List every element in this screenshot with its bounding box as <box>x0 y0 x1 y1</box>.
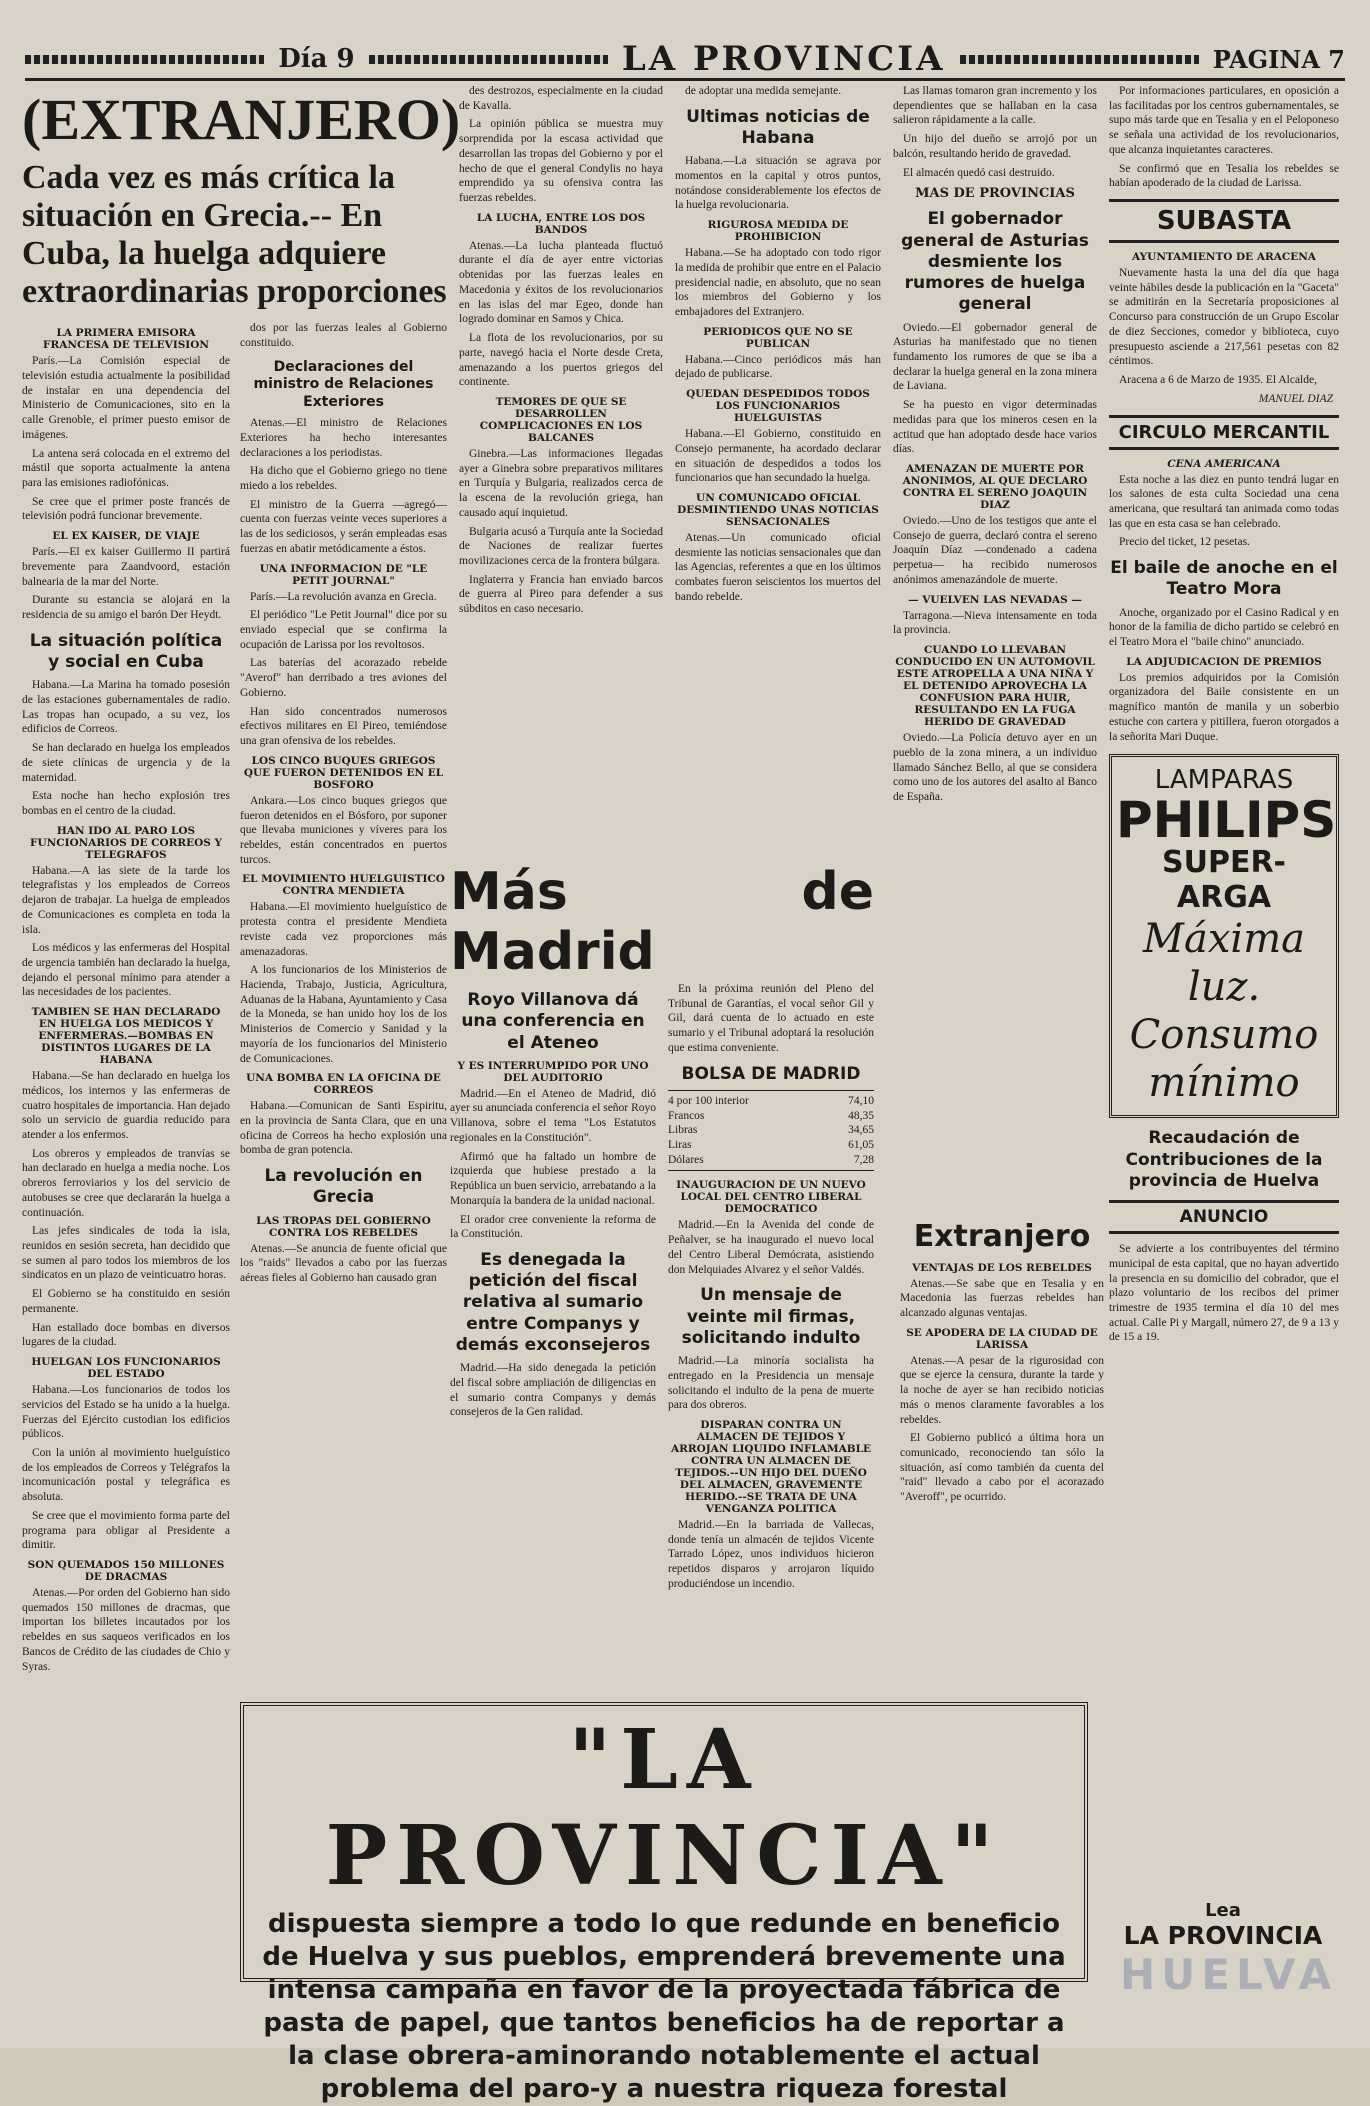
bolsa-label: Dólares <box>668 1153 704 1166</box>
paragraph: Esta noche a las diez en punto tendrá lugar en los salones de esta culta Sociedad una cena americana, que resultará tan animada como todas las que en esta casa se han celebrado. <box>1109 473 1339 530</box>
paragraph: des destrozos, especialmente en la ciudad de Kavalla. <box>459 85 663 112</box>
paragraph: Durante su estancia se alojará en la residencia de su amigo el barón Der Heydt. <box>22 594 230 621</box>
lea-la-provincia-ad <box>1100 1900 1346 1950</box>
paragraph: Habana.—La situación se agrava por momentos en la capital y otros puntos, notándose considerablemente los efectos de la huelga revolucionaria. <box>675 155 881 212</box>
paragraph: París.—El ex kaiser Guillermo II partirá brevemente para Zaandvoord, estación balnearia de la mar del Norte. <box>22 546 230 588</box>
bolsa-label: 4 por 100 interior <box>668 1094 749 1107</box>
paragraph: Madrid.—En la Avenida del conde de Peñalver, se ha inaugurado el nuevo local del Centro Liberal Demócrata, asistiendo don Melquiades Alvarez y el señor Valdés. <box>668 1219 874 1276</box>
subhead: RIGUROSA MEDIDA DE PROHIBICION <box>707 219 849 244</box>
headline: Es denegada la petición del fiscal relativa al sumario entre Companys y demás exconsejeros <box>455 1249 651 1355</box>
paragraph: de adoptar una medida semejante. <box>685 85 842 97</box>
paragraph: Se han declarado en huelga los empleados de siete clínicas de urgencia y de la maternidad. <box>22 742 230 784</box>
paragraph: Oviedo.—El gobernador general de Asturias ha manifestado que no tienen fundamento los rumores de que se iba a declarar la huelga general en la zona minera de Laviana. <box>893 321 1097 393</box>
ad-line: SUPER-ARGA <box>1162 845 1286 916</box>
paragraph: Atenas.—A pesar de la rigurosidad con que se ejerce la censura, durante la tarde y la noche de ayer se han recibido noticias más o menos claramente favorables a los rebeldes. <box>900 1354 1104 1426</box>
subhead: HUELGAN LOS FUNCIONARIOS DEL ESTADO <box>31 1356 221 1381</box>
corner-ad-title: LA PROVINCIA <box>1123 1921 1323 1950</box>
paragraph: Se ha puesto en vigor determinadas medidas para que los mineros cesen en la actitud que han adoptado desde hace varios días. <box>893 399 1097 456</box>
paragraph: La flota de los revolucionarios, por su parte, navegó hacia el Norte desde Creta, amenazando a los puertos griegos del continente. <box>459 332 663 389</box>
subhead: LA LUCHA, ENTRE LOS DOS BANDOS <box>476 211 646 236</box>
banner-title: "LA PROVINCIA" <box>325 1712 1003 1904</box>
paragraph: Madrid.—Ha sido denegada la petición del fiscal sobre ampliación de diligencias en el sumario contra Companys y demás consejeros de la Gen ralidad. <box>450 1362 656 1419</box>
paragraph: París.—La Comisión especial de televisión estudia actualmente la posibilidad de instalar en una dependencia del Ministerio de Comunicaciones, sito en la calle Grenoble, el primer puesto emisor de imágenes. <box>22 355 230 441</box>
la-provincia-banner <box>240 1702 1088 2105</box>
subhead: QUEDAN DESPEDIDOS TODOS LOS FUNCIONARIOS HUELGUISTAS <box>686 388 870 425</box>
column-1a <box>22 321 230 1678</box>
paragraph: Habana.—Cinco periódicos más han dejado de publicarse. <box>675 353 881 381</box>
subhead: UN COMUNICADO OFICIAL DESMINTIENDO UNAS NOTICIAS SENSACIONALES <box>677 492 879 528</box>
paragraph: Los premios adquiridos por la Comisión organizadora del Baile consistente en un magnífico mantón de manila y un soberbio estuche con cartera y pitillera, fueron otorgados a la señorita Mari Duque. <box>1109 671 1339 743</box>
headline-boxed: SUBASTA <box>1109 199 1339 243</box>
paragraph: Nuevamente hasta la una del día que haga veinte hábiles desde la publicación en la "Gaceta" se admitirán en la Secretaría proposiciones al Concurso para construcción de un Grupo Escolar de diez Secciones, comedor y biblioteca, cuyo presupuesto asciende a 217,561 pesetas con 82 céntimos. <box>1109 267 1339 368</box>
bolsa-row <box>668 1109 874 1124</box>
subhead: TAMBIEN SE HAN DECLARADO EN HUELGA LOS MEDICOS Y ENFERMERAS.—BOMBAS EN DISTINTOS LUGARES DE LA HABANA <box>31 1006 221 1067</box>
subhead: INAUGURACION DE UN NUEVO LOCAL DEL CENTRO LIBERAL DEMOCRATICO <box>676 1179 866 1216</box>
subhead: SE APODERA DE LA CIUDAD DE LARISSA <box>906 1326 1098 1351</box>
subhead: UNA BOMBA EN LA OFICINA DE CORREOS <box>246 1072 441 1097</box>
section-title: (EXTRANJERO) <box>22 87 461 152</box>
section-title: Más de Madrid <box>450 862 874 982</box>
paragraph: Atenas.—La lucha planteada fluctuó durante el día de ayer entre victorias obtenidas por las fuerzas leales en Macedonia y éxitos de los revolucionarios en las islas del mar Egeo, donde han logrado dominar en Samos y Chica. <box>459 239 663 326</box>
paragraph: Atenas.—Un comunicado oficial desmiente las noticias sensacionales que dan las Agencias, referentes a que en los últimos combates fueron seiscientos los muertos del bando rebelde. <box>675 532 881 603</box>
archive-watermark: HUELVA <box>1120 1950 1338 1999</box>
headline: El gobernador general de Asturias desmiente los rumores de huelga general <box>901 209 1089 315</box>
paragraph: El almacén quedó casi destruido. <box>903 166 1055 179</box>
paragraph: El Gobierno publicó a última hora un comunicado, reconociendo tan sólo la situación, así como también da cuenta del "raid" llevado a cabo por el acorazado "Averoff", pe ocurrido. <box>900 1432 1104 1504</box>
paragraph: Ginebra.—Las informaciones llegadas ayer a Ginebra sobre preparativos militares en Turquía y Bulgaria, realizados cerca de la escena de la revolución griega, han causado aquí inquietud. <box>459 447 663 519</box>
subhead: CUANDO LO LLEVABAN CONDUCIDO EN UN AUTOMOVIL ESTE ATROPELLA A UNA NIÑA Y EL DETENIDO APROVECHA LA CONFUSION PARA HUIR, RESULTANDO EN LA FUGA HERIDO DE GRAVEDAD <box>895 644 1095 729</box>
paragraph: Inglaterra y Francia han enviado barcos de guerra al Pireo para defender a sus súbditos en caso necesario. <box>459 573 663 616</box>
paragraph: dos por las fuerzas leales al Gobierno constituido. <box>240 322 447 349</box>
headline: BOLSA DE MADRID <box>681 1063 861 1084</box>
masthead-day: Día 9 <box>278 44 355 74</box>
banner-body: dispuesta siempre a todo lo que redunde en beneficio de Huelva y sus pueblos, emprenderá brevemente una intensa campaña en favor de la proyectada fábrica de pasta de papel, que tantos beneficios ha de reportar a la clase obrera-aminorando notablemente el actual problema del paro-y a nuestra riqueza forestal <box>262 1909 1066 2105</box>
paragraph: Habana.—La Marina ha tomado posesión de las estaciones gubernamentales de radio. Las tropas han ocupado, a su vez, los edificios de Correos. <box>22 679 230 736</box>
paragraph: La opinión pública se muestra muy sorprendida por la escasa actividad que desarrollan las tropas del Gobierno y por el hecho de que el general Condylis no haya emprendido ya su ofensiva contra las fuerzas rebeldes. <box>459 118 663 205</box>
subhead: LOS CINCO BUQUES GRIEGOS QUE FUERON DETENIDOS EN EL BOSFORO <box>243 754 444 791</box>
headline-boxed: CIRCULO MERCANTIL <box>1109 415 1339 450</box>
ad-slogan: Máxima luz. <box>1143 916 1305 1011</box>
subhead: LAS TROPAS DEL GOBIERNO CONTRA LOS REBELDES <box>256 1214 431 1239</box>
subhead: DISPARAN CONTRA UN ALMACEN DE TEJIDOS Y ARROJAN LIQUIDO INFLAMABLE CONTRA UN ALMACEN DE TEJIDOS.--UN HIJO DEL DUEÑO DEL ALMACEN, GRAVEMENTE HERIDO.--SE TRATA DE UNA VENGANZA POLITICA <box>670 1418 872 1515</box>
philips-advertisement <box>1109 754 1339 1118</box>
subhead: UNA INFORMACION DE "LE PETIT JOURNAL" <box>259 562 428 587</box>
bolsa-label: Francos <box>668 1109 705 1122</box>
bolsa-value: 34,65 <box>848 1124 874 1137</box>
paragraph: Oviedo.—Uno de los testigos que ante el Consejo de guerra, declaró contra el sereno Joaquín Díaz —condenado a cadena perpetua— ha recibido numerosos anónimos amenazándole de muerte. <box>893 515 1097 586</box>
subhead: LA ADJUDICACION DE PREMIOS <box>1126 655 1322 668</box>
subhead: MAS DE PROVINCIAS <box>915 186 1075 202</box>
subhead: CENA AMERICANA <box>1167 457 1281 470</box>
paragraph: Un hijo del dueño se arrojó por un balcón, resultando herido de gravedad. <box>893 133 1097 160</box>
paragraph: Las jefes sindicales de toda la isla, reunidos en sesión secreta, han decidido que se sumen al paro todos los miembros de los sindicatos en un plazo de veinticuatro horas. <box>22 1225 230 1282</box>
paragraph: Madrid.—En la barriada de Vallecas, donde tenía un almacén de tejidos Vicente Tarrado López, unos individuos hicieron repetidos disparos y arrojaron líquido produciéndose un incendio. <box>668 1518 874 1590</box>
paragraph: El periódico "Le Petit Journal" dice por su enviado especial que se confirma la ocupación de Larissa por los revoltosos. <box>240 609 447 651</box>
bolsa-value: 74,10 <box>848 1094 874 1107</box>
subhead: HAN IDO AL PARO LOS FUNCIONARIOS DE CORREOS Y TELEGRAFOS <box>30 824 222 861</box>
bolsa-label: Liras <box>668 1139 692 1151</box>
bolsa-label: Libras <box>668 1124 698 1137</box>
paragraph: La antena será colocada en el extremo del mástil que soporta actualmente la antena para las emisiones radiofónicas. <box>22 447 230 489</box>
headline: Declaraciones del ministro de Relaciones Exteriores <box>253 358 434 410</box>
subhead: Y ES INTERRUMPIDO POR UNO DEL AUDITORIO <box>457 1059 649 1084</box>
bolsa-row <box>668 1094 874 1109</box>
extranjero-section <box>900 1210 1104 1690</box>
masthead-ornament-right <box>960 55 1199 64</box>
paragraph: Los médicos y las enfermeras del Hospital de urgencia también han declarado la huelga, dejando el personal mínimo para atender a las necesidades de los pacientes. <box>22 942 230 999</box>
subhead: TEMORES DE QUE SE DESARROLLEN COMPLICACIONES EN LOS BALCANES <box>479 395 643 444</box>
paragraph: Con la unión al movimiento huelguístico de los empleados de Correos y Telégrafos la incomunicación postal y telegráfica es absoluta. <box>22 1446 230 1504</box>
subhead: — VUELVEN LAS NEVADAS — <box>908 593 1082 606</box>
paragraph: París.—La revolución avanza en Grecia. <box>250 590 437 603</box>
headline: El baile de anoche en el Teatro Mora <box>1110 558 1338 600</box>
ad-slogan: Consumo mínimo <box>1129 1012 1319 1107</box>
paragraph: Habana.—El Gobierno, constituido en Consejo permanente, ha acordado declarar en situación de despedidos a todos los funcionarios que han secundado la huelga. <box>675 428 881 485</box>
paragraph: Aracena a 6 de Marzo de 1935. El Alcalde, <box>1119 374 1317 387</box>
ad-brand: PHILIPS <box>1116 791 1337 850</box>
madrid-section <box>450 862 874 1692</box>
paragraph: Atenas.—El ministro de Relaciones Exteriores ha hecho interesantes declaraciones a los periodistas. <box>240 417 447 459</box>
masthead-title: LA PROVINCIA <box>621 39 946 79</box>
headline: Recaudación de Contribuciones de la provincia de Huelva <box>1125 1128 1323 1191</box>
paragraph: Oviedo.—La Policía detuvo ayer en un pueblo de la zona minera, a un individuo llamado Sánchez Bello, al que se considera como uno de los autores del asalto al Banco de España. <box>893 732 1097 803</box>
subhead: EL EX KAISER, DE VIAJE <box>52 530 200 543</box>
paragraph: Esta noche han hecho explosión tres bombas en el centro de la ciudad. <box>22 790 230 817</box>
column-1-split <box>22 321 447 1678</box>
madrid-column-a <box>450 982 656 1596</box>
paragraph: Madrid.—En el Ateneo de Madrid, dió ayer su anunciada conferencia el señor Royo Villanova, sobre el tema "Los Estatutos regionales en la Constitución". <box>450 1087 656 1144</box>
masthead-page: PAGINA 7 <box>1212 44 1346 74</box>
masthead-ornament-left <box>25 55 264 64</box>
subhead: AMENAZAN DE MUERTE POR ANONIMOS, AL QUE DECLARO CONTRA EL SERENO JOAQUIN DIAZ <box>902 463 1088 512</box>
headline: La revolución en Grecia <box>264 1166 423 1208</box>
subhead: PERIODICOS QUE NO SE PUBLICAN <box>703 325 853 350</box>
headline-boxed: ANUNCIO <box>1109 1200 1339 1234</box>
paragraph: Ha dicho que el Gobierno griego no tiene miedo a los rebeldes. <box>240 465 447 493</box>
corner-ad-line: Lea <box>1205 1900 1241 1921</box>
bolsa-value: 7,28 <box>853 1153 874 1166</box>
paragraph: Habana.—Se ha adoptado con todo rigor la medida de prohibir que entre en el Palacio presidencial nadie, en absoluto, que no sean los miembros del Gobierno y los embajadores del Extranjero. <box>675 247 881 318</box>
paragraph: Habana.—Comunican de Santi Espiritu, en la provincia de Santa Clara, que en una oficina de Correos ha hecho explosión una bomba de gran potencia. <box>240 1100 447 1157</box>
lead-headline: Cada vez es más crítica la situación en Grecia.-- En Cuba, la huelga adquiere extraordinarias proporciones <box>22 158 447 311</box>
paragraph: Habana.—El movimiento huelguístico de protesta contra el presidente Mendieta reviste cada vez proporciones más amenazadoras. <box>240 901 447 958</box>
bolsa-value: 61,05 <box>848 1139 874 1151</box>
masthead <box>25 40 1345 81</box>
masthead-ornament-mid <box>369 55 608 64</box>
subhead: EL MOVIMIENTO HUELGUISTICO CONTRA MENDIETA <box>242 873 445 898</box>
ad-line: LAMPARAS <box>1154 765 1294 796</box>
paragraph: Atenas.—Se anuncia de fuente oficial que los "raids" llevados a cabo por las fuerzas aéreas fieles al Gobierno han causado gran <box>240 1242 447 1285</box>
signature: MANUEL DIAZ <box>1258 392 1333 405</box>
column-2 <box>240 321 447 1678</box>
paragraph: En la próxima reunión del Pleno del Tribunal de Garantías, el vocal señor Gil y Gil, dará cuenta de lo actuado en este sumario y el Tribunal adoptará la resolución que estima conveniente. <box>668 983 874 1054</box>
paragraph: Tarragona.—Nieva intensamente en toda la provincia. <box>893 609 1097 637</box>
headline: Ultimas noticias de Habana <box>686 106 870 148</box>
subhead: SON QUEMADOS 150 MILLONES DE DRACMAS <box>27 1558 225 1583</box>
subhead: LA PRIMERA EMISORA FRANCESA DE TELEVISION <box>43 327 209 352</box>
headline: Royo Villanova dá una conferencia en el Ateneo <box>461 990 645 1053</box>
bolsa-row <box>668 1153 874 1168</box>
paragraph: El ministro de la Guerra —agregó— cuenta con fuerzas veinte veces superiores a las de los sediciosos, y serán empleadas esas fuerzas en abatir metódicamente a éstos. <box>240 498 447 555</box>
paragraph: Se advierte a los contribuyentes del término municipal de esta capital, que no hayan advertido la presencia en su domicilio del cobrador, que el plazo voluntario de los recibos del primer trimestre de 1935 termina el día 10 del mes actual. Calle Pi y Margall, número 27, de 9 a 13 y de 15 a 19. <box>1109 1243 1339 1344</box>
subhead: AYUNTAMIENTO DE ARACENA <box>1132 251 1316 264</box>
bolsa-row <box>668 1123 874 1138</box>
paragraph: Las baterías del acorazado rebelde "Averof" han derribado a tres aviones del Gobierno. <box>240 657 447 699</box>
madrid-columns <box>450 982 874 1596</box>
paragraph: Anoche, organizado por el Casino Radical y en honor de la familia de dicho partido se celebró en el Teatro Mora el "baile chino" anunciado. <box>1109 606 1339 649</box>
paragraph: Por informaciones particulares, en oposición a las facilitadas por los centros gubernamentales, se supo más tarde que en Tesalia y en el Peloponeso se señala una actividad de los revolucionarios, que alcanza inquietantes caracteres. <box>1109 85 1339 156</box>
paragraph: Las llamas tomaron gran incremento y los dependientes que se hallaban en la casa salieron rápidamente a la calle. <box>893 85 1097 127</box>
paragraph: El orador cree conveniente la reforma de la Constitución. <box>450 1213 656 1241</box>
paragraph: Precio del ticket, 12 pesetas. <box>1119 536 1250 549</box>
headline: La situación política y social en Cuba <box>29 630 223 672</box>
headline: Un mensaje de veinte mil firmas, solicitando indulto <box>681 1285 861 1348</box>
paragraph: Atenas.—Por orden del Gobierno han sido quemados 150 millones de dracmas, que importan los billetes incautados por los rebeldes en sus saqueos verificados en los Bancos de Crédito de las ciudades de Chio y Syras. <box>22 1586 230 1673</box>
paragraph: A los funcionarios de los Ministerios de Hacienda, Trabajo, Justicia, Agricultura, Aduanas de la Habana, Ayuntamiento y Casa de la Moneda, se han unido hoy los de los Ministerios de Comercio y Sanidad y la mayoría de los funcionarios del Ministerio de Comunicaciones. <box>240 964 447 1065</box>
paragraph: Se confirmó que en Tesalia los rebeldes se habían apoderado de la ciudad de Larissa. <box>1109 162 1339 190</box>
subhead: VENTAJAS DE LOS REBELDES <box>912 1261 1092 1274</box>
paragraph: Habana.—A las siete de la tarde los telegrafistas y los empleados de Correos dejaron de trabajar. La huelga de empleados de Comunicaciones es completa en toda la isla. <box>22 864 230 936</box>
paragraph: Se cree que el movimiento forma parte del programa para obligar al Presidente a dimitir. <box>22 1509 230 1552</box>
column-6 <box>1109 84 1339 2004</box>
headline: Extranjero <box>913 1219 1091 1254</box>
paragraph: Han estallado doce bombas en diversos lugares de la ciudad. <box>22 1321 230 1349</box>
bolsa-value: 48,35 <box>848 1109 874 1122</box>
paragraph: Madrid.—La minoría socialista ha entregado en la Presidencia un mensaje solicitando el indulto de la pena de muerte para dos obreros. <box>668 1355 874 1412</box>
bolsa-row <box>668 1138 874 1153</box>
paragraph: Habana.—Se han declarado en huelga los médicos, los internos y las enfermeras de cuatro hospitales de importancia. Han dejado solo un servicio de guardia reducido para atender a los enfermos. <box>22 1070 230 1142</box>
paragraph: Han sido concentrados numerosos efectivos militares en El Pireo, temiéndose una gran ofensiva de los rebeldes. <box>240 705 447 748</box>
paragraph: Se cree que el primer poste francés de televisión podrá funcionar brevemente. <box>22 495 230 523</box>
paragraph: Afirmó que ha faltado un hombre de izquierda que hubiese prestado a la República un buen servicio, arrebatando a la Monarquía la bandera de la unidad nacional. <box>450 1150 656 1207</box>
paragraph: Ankara.—Los cinco buques griegos que fueron detenidos en el Bósforo, por suponer que llevaba municiones y víveres para los rebeldes, están concentrados en puertos turcos. <box>240 794 447 866</box>
madrid-column-b <box>668 982 874 1596</box>
paragraph: Atenas.—Se sabe que en Tesalia y en Macedonia las fuerzas rebeldes han alcanzado algunas ventajas. <box>900 1277 1104 1319</box>
paragraph: El Gobierno se ha constituido en sesión permanente. <box>22 1288 230 1315</box>
bolsa-table <box>668 1090 874 1172</box>
paragraph: Habana.—Los funcionarios de todos los servicios del Estado se ha unido a la huelga. Fuerzas del Ejército custodian los edificios públicos. <box>22 1384 230 1441</box>
paragraph: Los obreros y empleados de tranvías se han declarado en huelga a media noche. Los obreros ferroviarios y los del servicio de autobuses se cree que declararán la huelga a continuación. <box>22 1147 230 1219</box>
paragraph: Bulgaria acusó a Turquía ante la Sociedad de Naciones de realizar fuertes movilizaciones cerca de la frontera búlgara. <box>459 525 663 567</box>
